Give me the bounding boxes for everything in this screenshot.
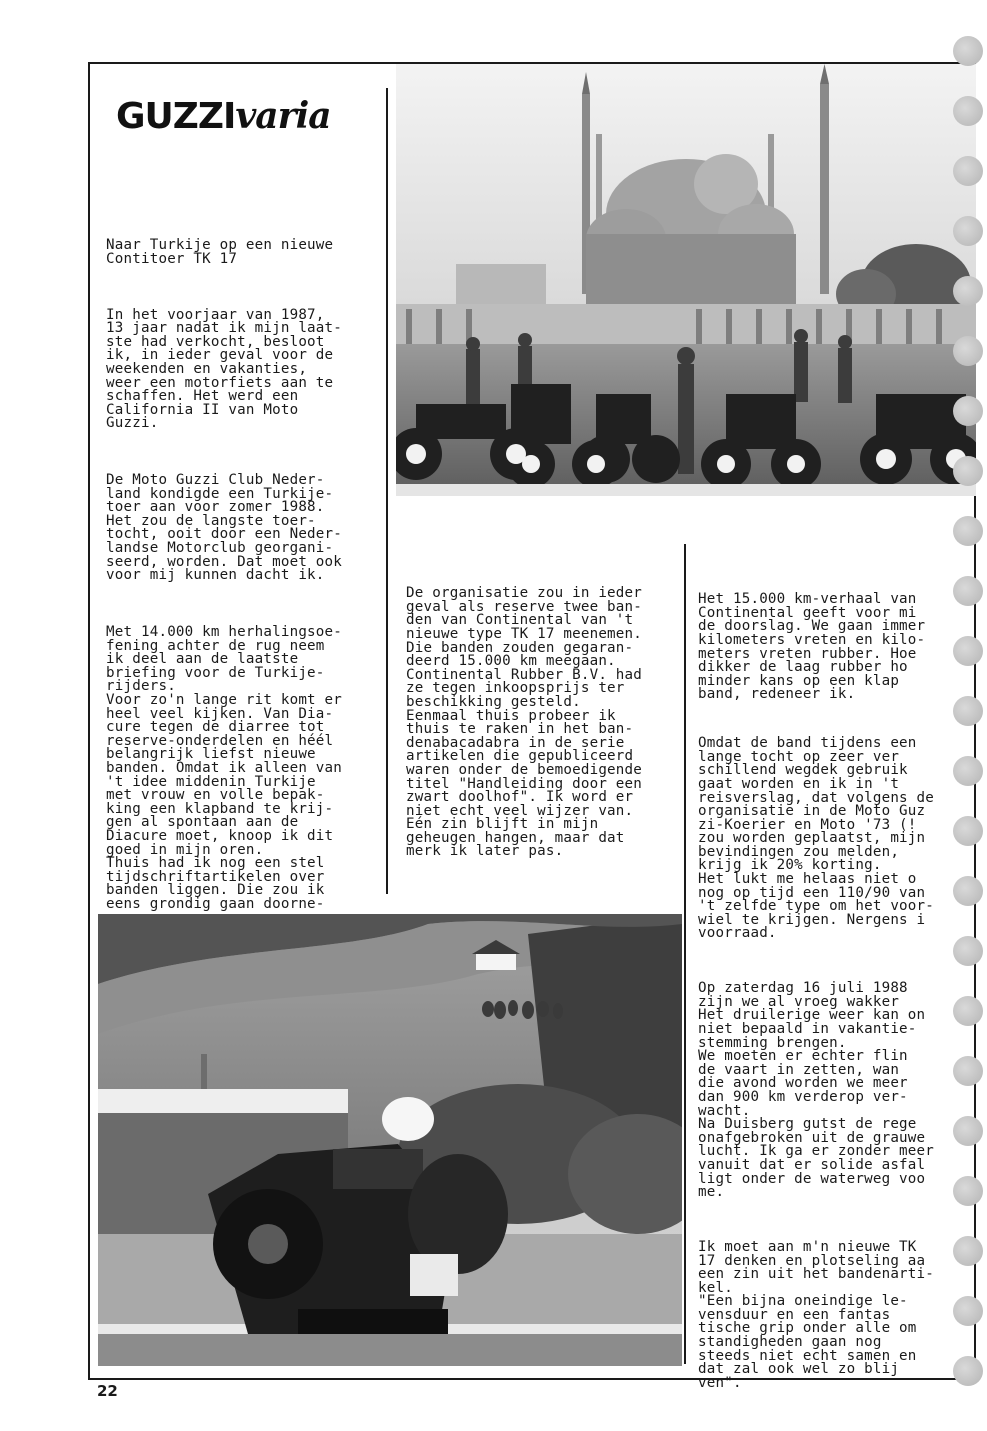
paragraph: De organisatie zou in ieder geval als reserve twee ban- den van Continental van 't nieuwe type TK 17 meenemen. Die banden zouden gegaran- deerd 15.000 km meegaan. Continental Rubber B.V. had ze tegen inkoopsprijs ter beschikking gesteld. Eenmaal thuis probeer ik thuis te raken in het ban- denabacadabra in de serie artikelen die gepubliceerd waren onder de bemoedigende titel "Handleiding door een zwart doolhof". Ik word er niet echt veel wijzer van. Eén zin blijft in mijn geheugen hangen, maar dat merk ik later pas.: [406, 585, 643, 860]
paragraph: Het 15.000 km-verhaal van Continental geeft voor mi de doorslag. We gaan immer kilometers vreten en kilo- meters vreten rubber. Hoe dikker de laag rubber ho minder kans op een klap band, redeneer ik.: [698, 591, 926, 703]
page-number: 22: [97, 1382, 118, 1400]
article-column-1: [106, 212, 378, 965]
binder-hole-icon: [953, 576, 983, 606]
binder-hole-icon: [953, 996, 983, 1026]
binder-hole-icon: [953, 456, 983, 486]
article-subtitle: Naar Turkije op een nieuwe Contitoer TK 17: [106, 237, 334, 267]
binder-hole-icon: [953, 1236, 983, 1266]
paragraph: Ik moet aan m'n nieuwe TK 17 denken en plotseling aa een zin uit het bandenarti- kel. "Een bijna oneindige le- vensduur en een fantas tische grip onder alle om standigheden gaan nog steeds niet echt samen en dat zal ook wel zo blij ven".: [698, 1238, 935, 1391]
binder-holes: [950, 0, 987, 1402]
binder-hole-icon: [953, 636, 983, 666]
article-column-2: [406, 560, 678, 899]
binder-hole-icon: [953, 276, 983, 306]
paragraph: Omdat de band tijdens een lange tocht op zeer ver schillend wegdek gebruik gaat worden en ik in 't reisverslag, dat volgens de organisatie in de Moto Guz zi-Koerier en Moto '73 (! zou worden geplaatst, mijn bevindingen zou melden, krijg ik 20% korting. Het lukt me helaas niet o nog op tijd een 110/90 van 't zelfde type om het voor- wiel te krijgen. Nergens i voorraad.: [698, 735, 935, 942]
column-divider-1: [386, 88, 388, 894]
binder-hole-icon: [953, 696, 983, 726]
binder-hole-icon: [953, 1056, 983, 1086]
binder-hole-icon: [953, 96, 983, 126]
binder-hole-icon: [953, 516, 983, 546]
mosque-photo: [396, 64, 976, 496]
title-guzzi: GUZZI: [116, 96, 236, 137]
binder-hole-icon: [953, 876, 983, 906]
title-varia: varia: [235, 95, 331, 137]
paragraph: In het voorjaar van 1987, 13 jaar nadat ik mijn laat- ste had verkocht, besloot ik, in ieder geval voor de weekenden en vakanties, weer een motorfiets aan te schaffen. Het werd een California II van Moto Guzzi.: [106, 306, 343, 432]
binder-hole-icon: [953, 336, 983, 366]
paragraph: Met 14.000 km herhalingsoe- fening achter de rug neem ik deel aan de laatste briefing voor de Turkije- rijders. Voor zo'n lange rit komt er heel veel kijken. Van Dia- cure tegen de diarree tot reserve-onderdelen en héél belangrijk liefst nieuwe banden. Omdat ik alleen van 't idee middenin Turkije met vrouw en volle bepak- king een klapband te krij- gen al spontaan aan de Diacure moet, knoop ik dit goed in mijn oren. Thuis had ik nog een stel tijdschriftartikelen over banden liggen. Die zou ik eens grondig gaan doorne-: [106, 624, 343, 912]
article-column-3: [698, 566, 964, 1431]
binder-hole-icon: [953, 1176, 983, 1206]
binder-hole-icon: [953, 216, 983, 246]
landscape-photo: [98, 914, 682, 1366]
column-divider-2: [684, 544, 686, 1364]
mosque-photo-illustration: [396, 64, 976, 496]
binder-hole-icon: [953, 156, 983, 186]
binder-hole-icon: [953, 396, 983, 426]
binder-hole-icon: [953, 1116, 983, 1146]
binder-hole-icon: [953, 36, 983, 66]
page-title: [116, 96, 331, 137]
paragraph: De Moto Guzzi Club Neder- land kondigde een Turkije- toer aan voor zomer 1988. Het zou de langste toer- tocht, ooit door een Neder- landse Motorclub georgani- seerd, worden. Dat moet ook voor mij kunnen dacht ik.: [106, 472, 343, 584]
binder-hole-icon: [953, 1296, 983, 1326]
landscape-photo-illustration: [98, 914, 682, 1366]
binder-hole-icon: [953, 936, 983, 966]
binder-hole-icon: [953, 816, 983, 846]
binder-hole-icon: [953, 756, 983, 786]
paragraph: Op zaterdag 16 juli 1988 zijn we al vroeg wakker Het druilerige weer kan on niet bepaald in vakantie- stemming brengen. We moeten er echter flin de vaart in zetten, wan die avond worden we meer dan 900 km verderop ver- wacht. Na Duisberg gutst de rege onafgebroken uit de grauwe lucht. Ik ga er zonder meer vanuit dat er solide asfal ligt onder de waterweg voo me.: [698, 980, 935, 1201]
binder-hole-icon: [953, 1356, 983, 1386]
